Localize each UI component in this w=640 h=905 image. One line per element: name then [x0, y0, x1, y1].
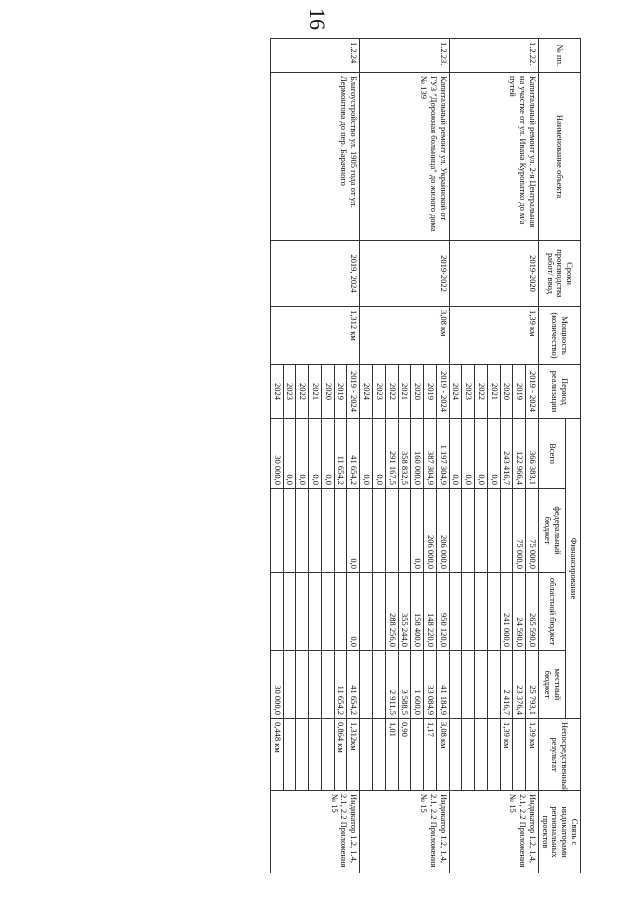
cell-reg: 241 000,0: [500, 573, 513, 651]
table-row: [347, 39, 360, 874]
cell-deadline: 2019-2022: [360, 241, 449, 307]
cell-total: 122 966,4: [513, 419, 526, 489]
cell-total: 0,0: [372, 419, 385, 489]
cell-fed: [462, 489, 475, 573]
cell-period: 2019 - 2024: [526, 365, 539, 419]
cell-total: 243 416,7: [500, 419, 513, 489]
cell-reg: [270, 573, 283, 651]
cell-res: [321, 719, 334, 791]
cell-total: 0,0: [283, 419, 296, 489]
header-no: № пп.: [538, 39, 580, 73]
cell-loc: [321, 651, 334, 719]
cell-capacity: 1,312 км: [270, 307, 359, 365]
header-local: местный бюджет: [538, 651, 565, 719]
cell-period: 2021: [309, 365, 322, 419]
page-number: 16: [305, 8, 330, 30]
cell-total: 30 000,0: [270, 419, 283, 489]
cell-reg: [334, 573, 347, 651]
cell-total: 160 000,0: [411, 419, 424, 489]
cell-total: 0,0: [360, 419, 373, 489]
cell-reg: [309, 573, 322, 651]
cell-loc: 11 654,2: [334, 651, 347, 719]
cell-reg: [487, 573, 500, 651]
cell-loc: 3 588,5: [398, 651, 411, 719]
cell-loc: [309, 651, 322, 719]
cell-deadline: 2019, 2024: [270, 241, 359, 307]
cell-loc: 2 416,7: [500, 651, 513, 719]
cell-period: 2021: [398, 365, 411, 419]
cell-no: 1.2.24: [270, 39, 359, 73]
header-object: Наименование объекта: [538, 73, 580, 241]
cell-total: 1 197 304,9: [436, 419, 449, 489]
cell-res: 1,39 км: [526, 719, 539, 791]
cell-fed: 0,0: [411, 489, 424, 573]
header-period: Период реализации: [538, 365, 580, 419]
cell-period: 2024: [360, 365, 373, 419]
cell-total: 11 654,2: [334, 419, 347, 489]
header-deadline: Сроки производства работ/ ввод: [538, 241, 580, 307]
cell-link: Индикатор 1.2, 1.4, 2.1, 2.2 Приложения № 15: [360, 791, 449, 873]
cell-res: [360, 719, 373, 791]
cell-period: 2022: [385, 365, 398, 419]
cell-fed: [309, 489, 322, 573]
cell-fed: [385, 489, 398, 573]
cell-loc: [360, 651, 373, 719]
table-row: [526, 39, 539, 874]
cell-reg: 288 256,0: [385, 573, 398, 651]
header-regional: областной бюджет: [538, 573, 565, 651]
header-federal: федеральный бюджет: [538, 489, 565, 573]
header-link: Связь с индикаторами региональных проектов: [538, 791, 580, 873]
cell-total: 291 167,5: [385, 419, 398, 489]
cell-reg: 24 590,0: [513, 573, 526, 651]
cell-period: 2022: [296, 365, 309, 419]
cell-res: [411, 719, 424, 791]
cell-loc: 25 793,1: [526, 651, 539, 719]
cell-reg: [283, 573, 296, 651]
cell-total: 358 832,5: [398, 419, 411, 489]
cell-fed: [449, 489, 462, 573]
cell-res: 1,312км: [347, 719, 360, 791]
cell-period: 2020: [500, 365, 513, 419]
cell-link: Индикатор 1.2, 1.4, 2.1, 2.2 Приложения № 15: [270, 791, 359, 873]
cell-loc: [487, 651, 500, 719]
cell-loc: [296, 651, 309, 719]
cell-no: 1.2.23.: [360, 39, 449, 73]
cell-res: 3,08 км: [436, 719, 449, 791]
financing-table: [270, 38, 581, 873]
cell-period: 2019 - 2024: [436, 365, 449, 419]
cell-period: 2020: [411, 365, 424, 419]
cell-reg: [475, 573, 488, 651]
table-frame: [111, 38, 581, 873]
cell-capacity: 3,08 км: [360, 307, 449, 365]
cell-loc: [449, 651, 462, 719]
cell-fed: [475, 489, 488, 573]
cell-period: 2022: [475, 365, 488, 419]
cell-link: Индикатор 1.2, 1.4, 2.1, 2.2 Приложения № 15: [449, 791, 538, 873]
cell-period: 2023: [372, 365, 385, 419]
cell-capacity: 1,39 км: [449, 307, 538, 365]
cell-reg: [372, 573, 385, 651]
cell-res: [487, 719, 500, 791]
cell-fed: [321, 489, 334, 573]
cell-res: 0,864 км: [334, 719, 347, 791]
cell-total: 0,0: [487, 419, 500, 489]
cell-fed: 0,0: [347, 489, 360, 573]
cell-reg: [321, 573, 334, 651]
cell-reg: 265 590,0: [526, 573, 539, 651]
cell-fed: [487, 489, 500, 573]
cell-res: 0,90: [398, 719, 411, 791]
cell-loc: 41 654,2: [347, 651, 360, 719]
cell-fed: 75 000,0: [513, 489, 526, 573]
cell-fed: [398, 489, 411, 573]
cell-total: 0,0: [462, 419, 475, 489]
cell-fed: [296, 489, 309, 573]
header-financing: Финансирование: [565, 419, 580, 719]
cell-period: 2024: [270, 365, 283, 419]
cell-loc: [372, 651, 385, 719]
cell-total: 0,0: [321, 419, 334, 489]
cell-loc: 2 911,5: [385, 651, 398, 719]
cell-res: [309, 719, 322, 791]
cell-fed: [334, 489, 347, 573]
cell-period: 2024: [449, 365, 462, 419]
cell-fed: 206 000,0: [436, 489, 449, 573]
header-result: Непосредственный результат: [538, 719, 580, 791]
cell-res: 1,17: [424, 719, 437, 791]
header-capacity: Мощность (количество): [538, 307, 580, 365]
cell-total: 0,0: [309, 419, 322, 489]
cell-period: 2019 - 2024: [347, 365, 360, 419]
cell-res: [372, 719, 385, 791]
cell-period: 2019: [513, 365, 526, 419]
cell-total: 0,0: [475, 419, 488, 489]
cell-reg: 355 244,0: [398, 573, 411, 651]
cell-period: 2023: [462, 365, 475, 419]
cell-reg: [462, 573, 475, 651]
cell-total: 387 304,9: [424, 419, 437, 489]
cell-name: Благоустройство ул. 1905 года от ул. Лермонтова до пер. Барачного: [270, 73, 359, 241]
cell-total: 366 383,1: [526, 419, 539, 489]
cell-res: [513, 719, 526, 791]
cell-res: 0,448 км: [270, 719, 283, 791]
cell-fed: [500, 489, 513, 573]
cell-fed: [270, 489, 283, 573]
cell-name: Капитальный ремонт ул. 2-я Центральная на участке от ул. Ивана Куропатко до м/а путей: [449, 73, 538, 241]
cell-fed: [283, 489, 296, 573]
cell-total: 0,0: [449, 419, 462, 489]
cell-loc: 41 184,9: [436, 651, 449, 719]
cell-fed: [372, 489, 385, 573]
cell-loc: 1 600,0: [411, 651, 424, 719]
cell-loc: 23 376,4: [513, 651, 526, 719]
cell-period: 2019: [424, 365, 437, 419]
cell-loc: 33 084,9: [424, 651, 437, 719]
cell-reg: 158 400,0: [411, 573, 424, 651]
cell-period: 2019: [334, 365, 347, 419]
cell-loc: 30 000,0: [270, 651, 283, 719]
cell-reg: [449, 573, 462, 651]
cell-reg: 148 220,0: [424, 573, 437, 651]
cell-reg: 0,0: [347, 573, 360, 651]
cell-total: 41 654,2: [347, 419, 360, 489]
cell-fed: [360, 489, 373, 573]
cell-loc: [475, 651, 488, 719]
cell-no: 1.2.22.: [449, 39, 538, 73]
cell-reg: 950 120,0: [436, 573, 449, 651]
cell-name: Капитальный ремонт ул. Украинской от ГУЗ "Дорожная больница" до жилого дома № 139: [360, 73, 449, 241]
cell-res: 1,39 км: [500, 719, 513, 791]
cell-res: [462, 719, 475, 791]
cell-res: [449, 719, 462, 791]
cell-res: [296, 719, 309, 791]
cell-period: 2021: [487, 365, 500, 419]
cell-loc: [462, 651, 475, 719]
table-row: [436, 39, 449, 874]
cell-total: 0,0: [296, 419, 309, 489]
cell-res: [475, 719, 488, 791]
header-total: Всего: [538, 419, 565, 489]
cell-reg: [360, 573, 373, 651]
cell-reg: [296, 573, 309, 651]
cell-period: 2023: [283, 365, 296, 419]
cell-period: 2020: [321, 365, 334, 419]
cell-fed: 206 000,0: [424, 489, 437, 573]
cell-loc: [283, 651, 296, 719]
cell-fed: 75 000,0: [526, 489, 539, 573]
cell-res: [283, 719, 296, 791]
table-body: [270, 39, 538, 874]
cell-deadline: 2019-2020: [449, 241, 538, 307]
cell-res: 1,01: [385, 719, 398, 791]
rotated-page: [111, 38, 581, 873]
